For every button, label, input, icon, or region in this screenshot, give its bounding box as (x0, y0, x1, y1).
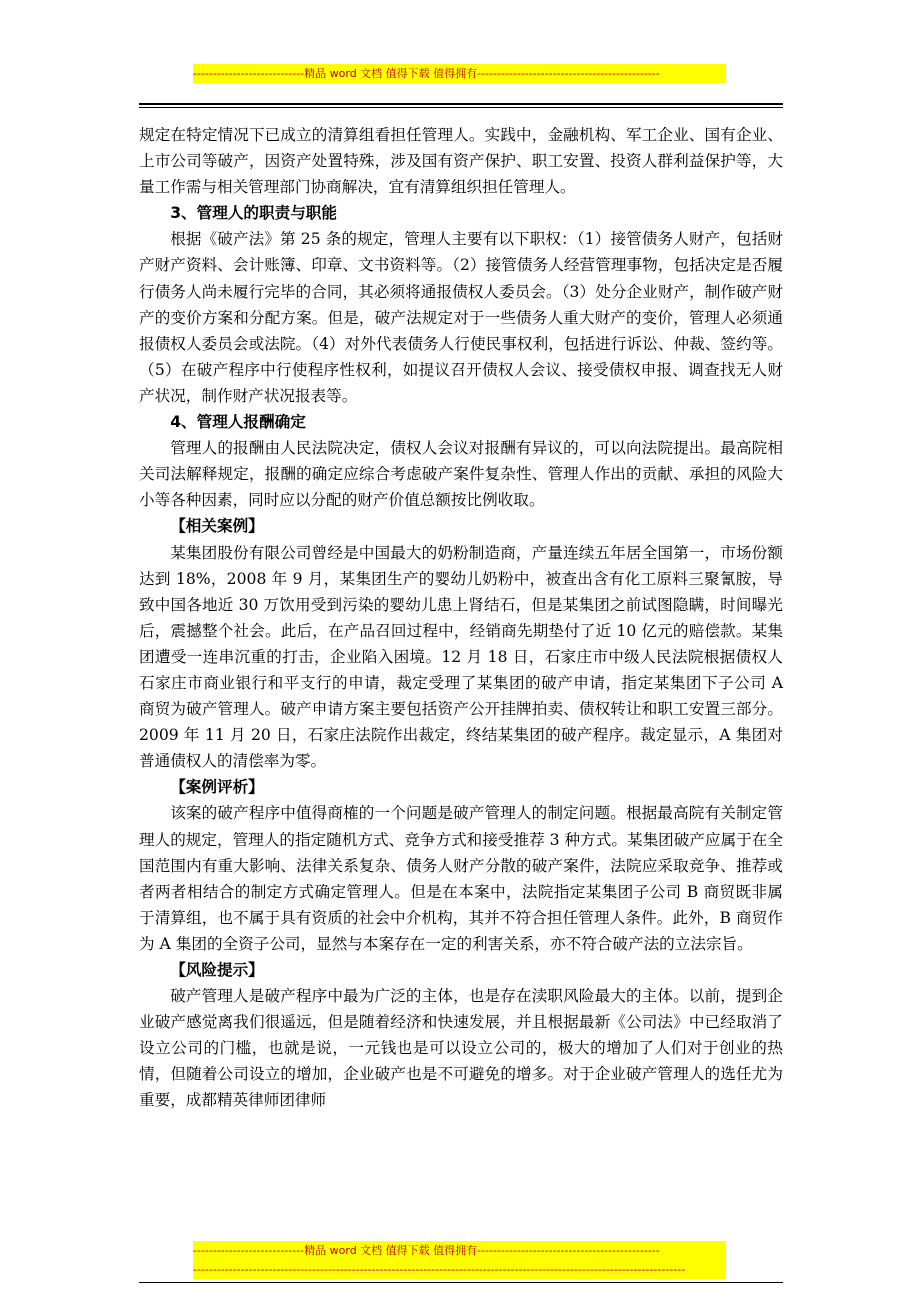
footer-banner-dashes: ---------------------------------------------------------------------------------------------------------------------------- (193, 1260, 726, 1279)
paragraph-5: 该案的破产程序中值得商榷的一个问题是破产管理人的制定问题。根据最高院有关制定管理人的规定，管理人的指定随机方式、竞争方式和接受推荐 3 种方式。某集团破产应属于在全国范围内有重大影响、法律关系复杂、债务人财产分散的破产案件，法院应采取竞争、推荐或者两者相结合的制定方式确定管理人。但是在本案中，法院指定某集团子公司 B 商贸既非属于清算组，也不属于具有资质的社会中介机构，其并不符合担任管理人条件。此外，B 商贸作为 A 集团的全资子公司，显然与本案存在一定的利害关系，亦不符合破产法的立法宗旨。 (139, 804, 783, 953)
document-body (139, 122, 783, 1114)
footer-banner: ----------------------------精品 word 文档 值得下载 值得拥有---------------------------------------------- (193, 1241, 726, 1260)
section-heading-4: 4、管理人报酬确定 (170, 413, 306, 432)
header-rule-thin (139, 107, 783, 108)
paragraph-3: 管理人的报酬由人民法院决定，债权人会议对报酬有异议的，可以向法院提出。最高院相关司法解释规定，报酬的确定应综合考虑破产案件复杂性、管理人作出的贡献、承担的风险大小等各种因素，同时应以分配的财产价值总额按比例收取。 (139, 439, 783, 510)
header-rule-thick (139, 103, 783, 105)
heading-case-analysis: 【案例评析】 (170, 778, 264, 797)
header-banner: ----------------------------精品 word 文档 值得下载 值得拥有---------------------------------------------- (193, 64, 726, 83)
section-heading-3: 3、管理人的职责与职能 (170, 204, 337, 223)
heading-risk-warning: 【风险提示】 (170, 961, 264, 979)
paragraph-4: 某集团股份有限公司曾经是中国最大的奶粉制造商，产量连续五年居全国第一，市场份额达到 18%，2008 年 9 月，某集团生产的婴幼儿奶粉中，被查出含有化工原料三聚氰胺，导致中国各地近 30 万饮用受到污染的婴幼儿患上肾结石，但是某集团之前试图隐瞒，时间曝光后，震撼整个社会。此后，在产品召回过程中，经销商先期垫付了近 10 亿元的赔偿款。某集团遭受一连串沉重的打击，企业陷入困境。12 月 18 日，石家庄市中级人民法院根据债权人石家庄市商业银行和平支行的申请，裁定受理了某集团的破产申请，指定某集团下子公司 A 商贸为破产管理人。破产申请方案主要包括资产公开挂牌拍卖、债权转让和职工安置三部分。2009 年 11 月 20 日，石家庄法院作出裁定，终结某集团的破产程序。裁定显示，A 集团对普通债权人的清偿率为零。 (139, 543, 783, 771)
footer-rule (139, 1282, 783, 1283)
heading-related-case: 【相关案例】 (170, 517, 264, 536)
paragraph-6: 破产管理人是破产程序中最为广泛的主体，也是存在渎职风险最大的主体。以前，提到企业破产感觉离我们很遥远，但是随着经济和快速发展，并且根据最新《公司法》中已经取消了设立公司的门槛，也就是说，一元钱也是可以设立公司的，极大的增加了人们对于创业的热情，但随着公司设立的增加，企业破产也是不可避免的增多。对于企业破产管理人的选任尤为重要，成都精英律师团律师 (139, 987, 783, 1110)
paragraph-1: 规定在特定情况下已成立的清算组看担任管理人。实践中，金融机构、军工企业、国有企业、上市公司等破产，因资产处置特殊，涉及国有资产保护、职工安置、投资人群利益保护等，大量工作需与相关管理部门协商解决，宜有清算组织担任管理人。 (139, 126, 783, 197)
paragraph-2: 根据《破产法》第 25 条的规定，管理人主要有以下职权：（1）接管债务人财产，包括财产财产资料、会计账簿、印章、文书资料等。（2）接管债务人经营管理事物，包括决定是否履行债务人尚未履行完毕的合同，其必须将通报债权人委员会。（3）处分企业财产，制作破产财产的变价方案和分配方案。但是，破产法规定对于一些债务人重大财产的变价，管理人必须通报债权人委员会或法院。（4）对外代表债务人行使民事权利，包括进行诉讼、仲裁、签约等。（5）在破产程序中行使程序性权利，如提议召开债权人会议、接受债权申报、调查找无人财产状况，制作财产状况报表等。 (139, 230, 783, 405)
